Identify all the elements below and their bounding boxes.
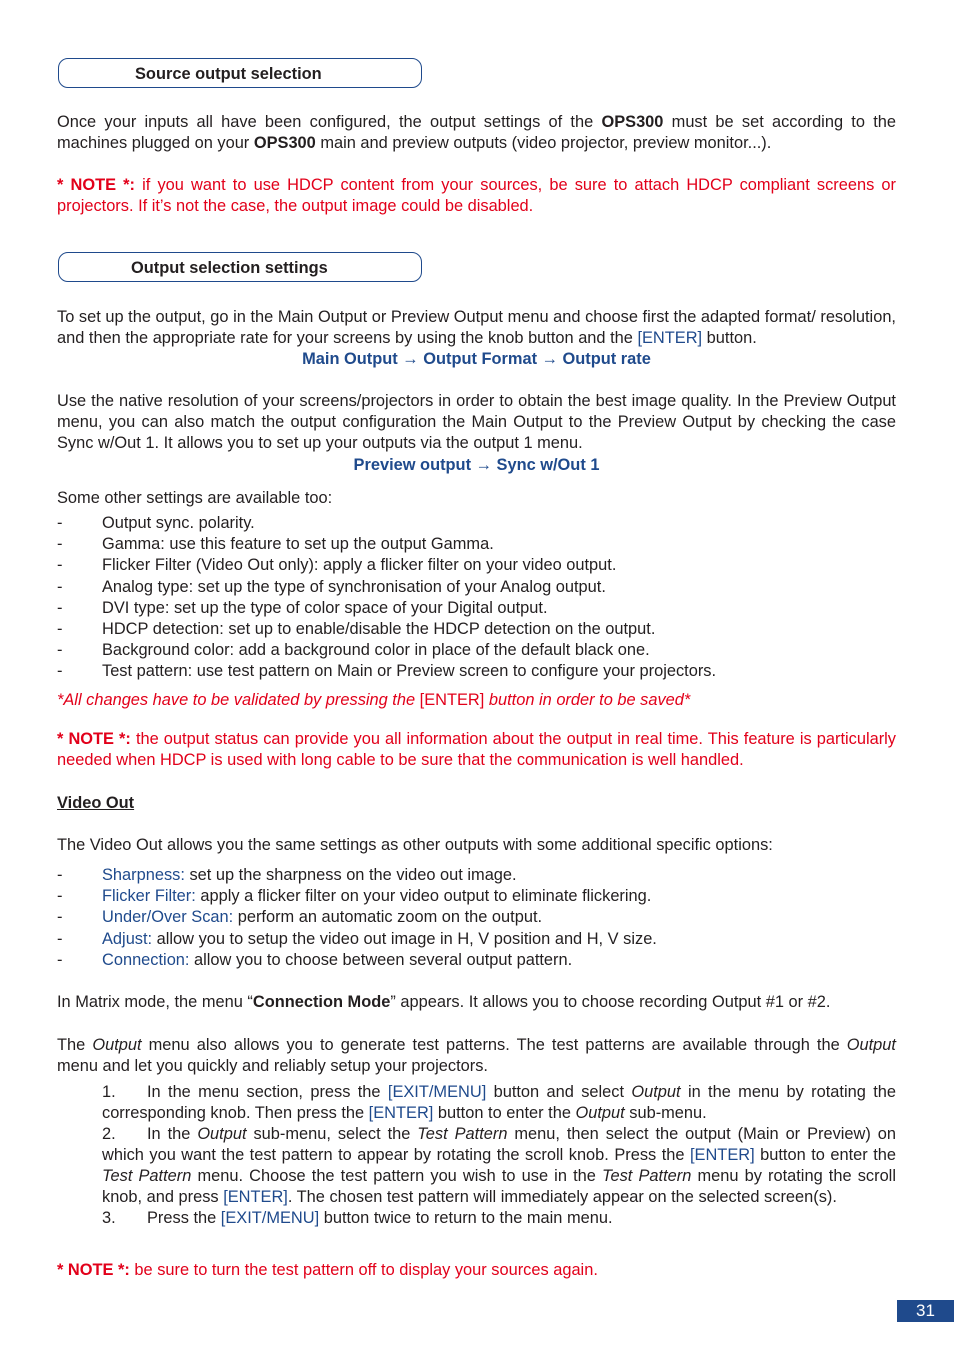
list-item: - Background color: add a background color in place of the default black one. <box>57 641 650 660</box>
section-title-text: Output selection settings <box>131 259 328 277</box>
section-title-output-settings <box>58 252 422 282</box>
product-name: OPS300 <box>253 134 316 152</box>
intro-text-1: Once your inputs all have been configured, the output settings of the <box>57 113 602 131</box>
list-item: - DVI type: set up the type of color space of your Digital output. <box>57 598 548 617</box>
menu-path-main-output: Main Output → Output Format → Output rate <box>302 350 651 368</box>
validation-notice: *All changes have to be validated by pressing the [ENTER] button in order to be saved* <box>57 691 691 709</box>
intro-paragraph <box>57 112 896 154</box>
note-test-pattern-off <box>57 1260 896 1281</box>
video-out-intro: The Video Out allows you the same settings as other outputs with some additional specific options: <box>57 836 773 854</box>
matrix-mode-paragraph: In Matrix mode, the menu “Connection Mode” appears. It allows you to choose recording Output #1 or #2. <box>57 993 831 1011</box>
list-item: - Under/Over Scan: perform an automatic zoom on the output. <box>57 908 543 927</box>
test-pattern-steps <box>102 1082 896 1229</box>
other-settings-intro: Some other settings are available too: <box>57 489 333 507</box>
section-title-text: Source output selection <box>135 65 322 83</box>
list-item: - Adjust: allow you to setup the video out image in H, V position and H, V size. <box>57 929 657 948</box>
note-label: * NOTE *: <box>57 730 131 748</box>
exit-menu-button-ref: [EXIT/MENU] <box>387 1083 487 1101</box>
section-title-source-output <box>58 58 422 88</box>
enter-button-ref: [ENTER] <box>689 1146 755 1164</box>
note-label: * NOTE *: <box>57 176 136 194</box>
note-text: if you want to use HDCP content from your sources, be sure to attach HDCP compliant screens or projectors. If it’s not the case, the output image could be disabled. <box>57 176 896 215</box>
enter-button-ref: [ENTER] <box>223 1188 288 1206</box>
list-item: - Test pattern: use test pattern on Main or Preview screen to configure your projectors. <box>57 662 717 681</box>
list-item: - Sharpness: set up the sharpness on the video out image. <box>57 866 517 884</box>
setup-text-2: button. <box>702 329 757 347</box>
setup-paragraph <box>57 307 896 349</box>
list-item: - Output sync. polarity. <box>57 514 255 532</box>
test-pattern-intro: The Output menu also allows you to generate test patterns. The test patterns are available through the Output menu and let you quickly and reliably setup your projectors. <box>57 1036 896 1075</box>
native-resolution-paragraph: Use the native resolution of your screens/projectors in order to obtain the best image quality. In the Preview Output menu, you can also match the output configuration the Main Output to the Preview Output by checking the case Sync w/Out 1. It allows you to set up your outputs via the output 1 menu. <box>57 392 896 452</box>
step-1: 1. In the menu section, press the [EXIT/MENU] button and select Output in the menu by rotating the corresponding knob. Then press the [ENTER] button to enter the Output sub-menu. <box>102 1083 896 1122</box>
exit-menu-button-ref: [EXIT/MENU] <box>220 1209 320 1227</box>
note-hdcp <box>57 175 896 217</box>
step-3: 3. Press the [EXIT/MENU] button twice to return to the main menu. <box>102 1209 613 1227</box>
enter-button-ref: [ENTER] <box>419 691 485 709</box>
list-item: - Analog type: set up the type of synchronisation of your Analog output. <box>57 577 606 596</box>
list-item: - Gamma: use this feature to set up the output Gamma. <box>57 535 494 554</box>
note-text: be sure to turn the test pattern off to display your sources again. <box>129 1261 598 1279</box>
enter-button-ref: [ENTER] <box>637 329 703 347</box>
list-item: - Flicker Filter (Video Out only): apply a flicker filter on your video output. <box>57 556 617 575</box>
menu-path-preview-output: Preview output → Sync w/Out 1 <box>353 456 600 474</box>
list-item: - Flicker Filter: apply a flicker filter on your video output to eliminate flickering. <box>57 887 652 906</box>
list-item: - Connection: allow you to choose between several output pattern. <box>57 950 573 969</box>
video-out-heading: Video Out <box>57 794 135 812</box>
note-output-status <box>57 729 896 771</box>
step-2: 2. In the Output sub-menu, select the Test Pattern menu, then select the output (Main or Preview) on which you want the test pattern to appear by rotating the scroll knob. Press the [ENTER] button to enter the Test Pattern menu. Choose the test pattern you wish to use in the Test Pattern menu by rotating the scroll knob, and press [ENTER]. The chosen test pattern will immediately appear on the selected screen(s). <box>102 1125 896 1206</box>
product-name: OPS300 <box>601 113 664 131</box>
intro-text-2: must be set according to the machines plugged on your <box>57 113 896 152</box>
note-text: the output status can provide you all information about the output in real time. This feature is particularly needed when HDCP is used with long cable to be sure that the communication is well handled. <box>57 730 897 769</box>
intro-text-3: main and preview outputs (video projector, preview monitor...). <box>315 134 772 152</box>
other-settings-list <box>57 513 896 683</box>
setup-text-1: To set up the output, go in the Main Output or Preview Output menu and choose first the adapted format/ resolution, and then the appropriate rate for your screens by using the knob button and the <box>57 308 896 347</box>
video-out-options-list <box>57 865 896 971</box>
note-label: * NOTE *: <box>57 1261 130 1279</box>
enter-button-ref: [ENTER] <box>368 1104 434 1122</box>
page-number: 31 <box>897 1300 954 1322</box>
list-item: - HDCP detection: set up to enable/disable the HDCP detection on the output. <box>57 619 656 638</box>
